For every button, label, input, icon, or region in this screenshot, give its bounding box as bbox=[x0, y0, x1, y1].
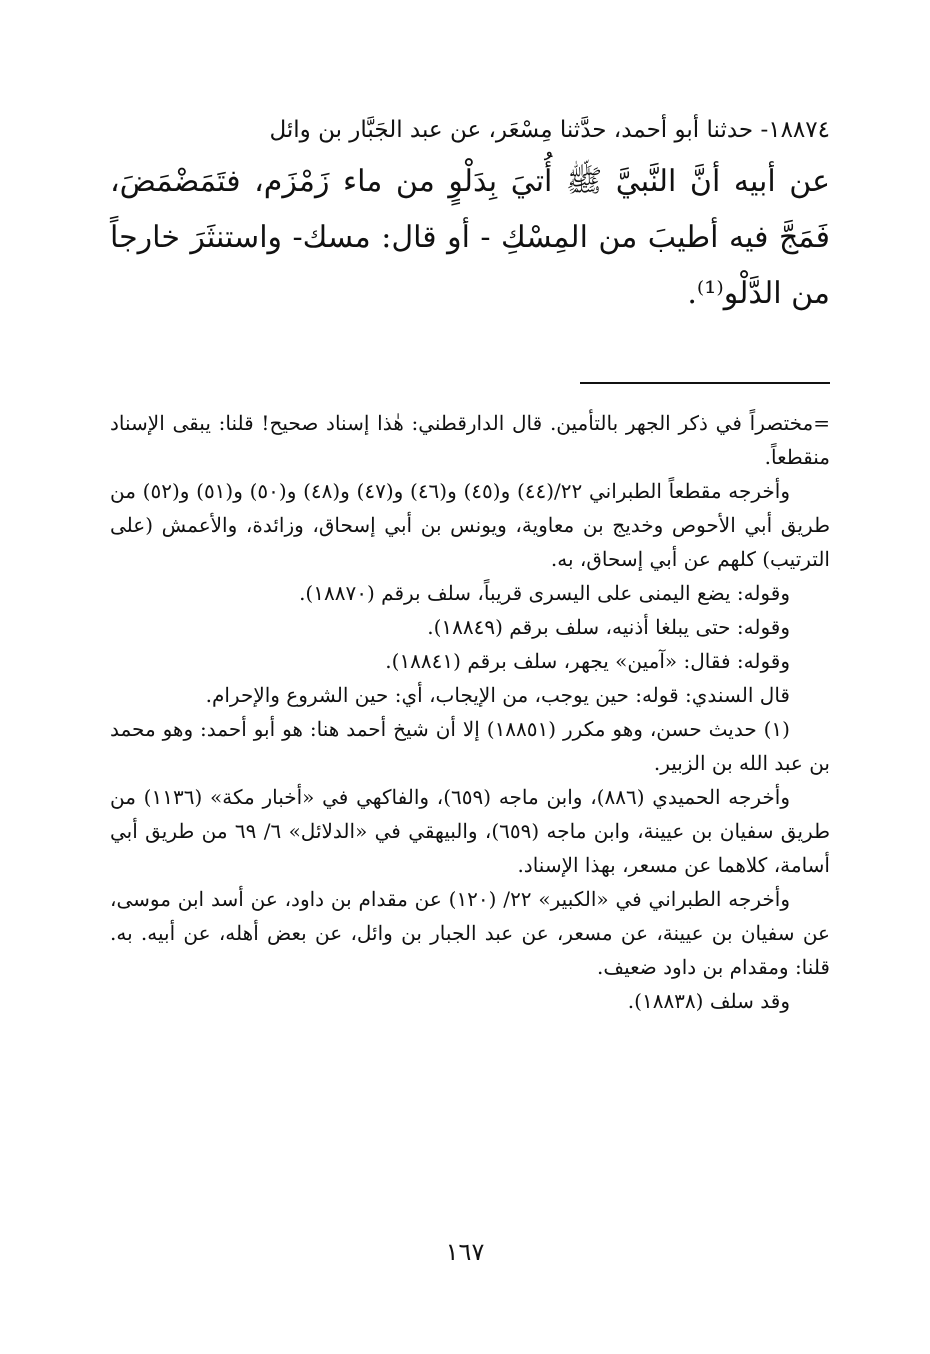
footnote-paragraph: وقوله: حتى يبلغا أذنيه، سلف برقم (١٨٨٤٩). bbox=[427, 615, 790, 639]
page-number: ١٦٧ bbox=[445, 1238, 485, 1266]
footnote-1: (١) حديث حسن، وهو مكرر (١٨٨٥١) إلا أن شيخ أحمد هنا: هو أبو أحمد: وهو محمد بن عبد الله بن الزبير. bbox=[110, 717, 830, 775]
footnote-paragraph: وأخرجه الحميدي (٨٨٦)، وابن ماجه (٦٥٩)، والفاكهي في «أخبار مكة» (١١٣٦) من طريق سفيان بن عيينة، وابن ماجه (٦٥٩)، والبيهقي في «الدلائل» ٦/ ٦٩ من طريق أبي أسامة، كلاهما عن مسعر، بهذا الإسناد. bbox=[110, 785, 830, 877]
footnote-separator bbox=[580, 382, 830, 384]
footnote-paragraph: وقوله: فقال: «آمين» يجهر، سلف برقم (١٨٨٤١). bbox=[385, 649, 790, 673]
footnote-continuation: =مختصراً في ذكر الجهر بالتأمين. قال الدارقطني: هٰذا إسناد صحيح! قلنا: يبقى الإسناد منقطعاً. bbox=[110, 411, 830, 469]
footnote-paragraph: وقوله: يضع اليمنى على اليسرى قريباً، سلف برقم (١٨٨٧٠). bbox=[299, 581, 790, 605]
hadith-text bbox=[110, 112, 830, 322]
footnote-paragraph: وقد سلف (١٨٨٣٨). bbox=[627, 989, 790, 1013]
footnotes bbox=[110, 404, 830, 1018]
footnote-paragraph: وأخرجه مقطعاً الطبراني ٢٢/(٤٤) و(٤٥) و(٤٦) و(٤٧) و(٤٨) و(٥٠) و(٥١) و(٥٢) من طريق أبي الأحوص وخديج بن معاوية، ويونس بن أبي إسحاق، وزائدة، والأعمش (على الترتيب) كلهم عن أبي إسحاق، به. bbox=[110, 479, 830, 571]
footnote-paragraph: قال السندي: قوله: حين يوجب، من الإيجاب، أي: حين الشروع والإحرام. bbox=[205, 683, 790, 707]
hadith-isnad-line: ١٨٨٧٤- حدثنا أبو أحمد، حدَّثنا مِسْعَر، عن عبد الجَبَّار بن وائل bbox=[269, 117, 830, 143]
hadith-matn: عن أبيه أنَّ النَّبيَّ ﷺ أُتيَ بِدَلْوٍ من ماء زَمْزَم، فتَمَضْمَضَ، فَمَجَّ فيه أطيبَ من المِسْكِ - أو قال: مسك- واستنثَرَ خارجاً من الدَّلْو⁽¹⁾. bbox=[110, 164, 830, 311]
footnote-paragraph: وأخرجه الطبراني في «الكبير» ٢٢/ (١٢٠) عن مقدام بن داود، عن أسد ابن موسى، عن سفيان بن عيينة، عن مسعر، عن عبد الجبار بن وائل، عن بعض أهله، عن أبيه. به. قلنا: ومقدام بن داود ضعيف. bbox=[110, 887, 830, 979]
